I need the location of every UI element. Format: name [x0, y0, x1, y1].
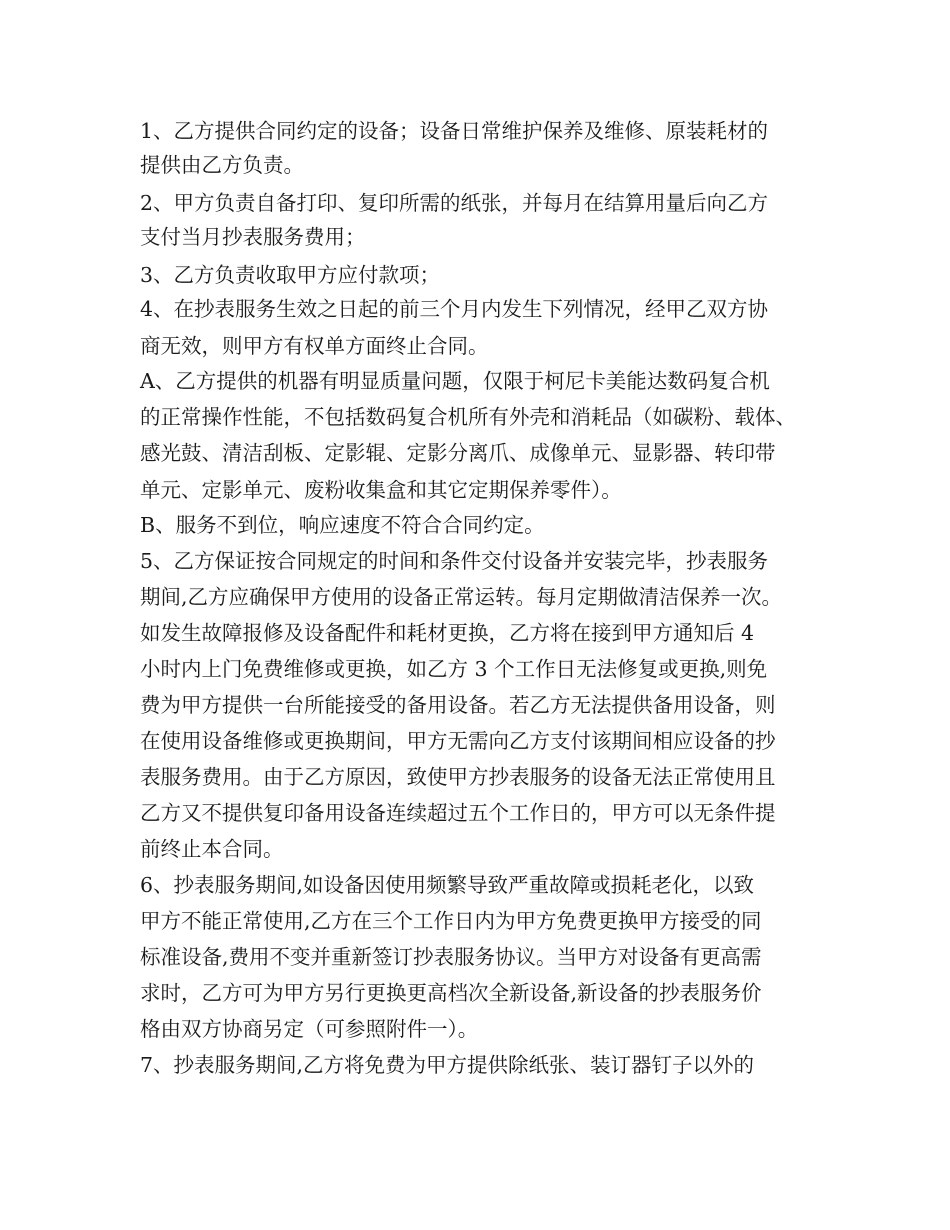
- text-line: 3、乙方负责收取甲方应付款项；: [140, 263, 441, 287]
- text-line: 求时，乙方可为甲方另行更换更高档次全新设备,新设备的抄表服务价: [140, 981, 762, 1005]
- text-line: 费为甲方提供一台所能接受的备用设备。若乙方无法提供备用设备，则: [140, 693, 776, 717]
- text-line: 单元、定影单元、废粉收集盒和其它定期保养零件）。: [140, 478, 622, 502]
- text-line: 的正常操作性能，不包括数码复合机所有外壳和消耗品（如碳粉、载体、: [140, 405, 796, 429]
- text-line: 6、抄表服务期间,如设备因使用频繁导致严重故障或损耗老化，以致: [140, 873, 755, 897]
- text-line: 甲方不能正常使用,乙方在三个工作日内为甲方免费更换甲方接受的同: [140, 909, 762, 933]
- text-line: 提供由乙方负责。: [140, 153, 304, 177]
- text-line: 7、抄表服务期间,乙方将免费为甲方提供除纸张、装订器钉子以外的: [140, 1053, 755, 1077]
- text-line: 乙方又不提供复印备用设备连续超过五个工作日的，甲方可以无条件提: [140, 801, 776, 825]
- text-line: 1、乙方提供合同约定的设备；设备日常维护保养及维修、原装耗材的: [140, 119, 769, 143]
- text-line: 如发生故障报修及设备配件和耗材更换，乙方将在接到甲方通知后 4: [140, 621, 755, 645]
- text-line: B、服务不到位，响应速度不符合合同约定。: [140, 513, 545, 537]
- text-line: 在使用设备维修或更换期间，甲方无需向乙方支付该期间相应设备的抄: [140, 729, 776, 753]
- text-line: 商无效，则甲方有权单方面终止合同。: [140, 334, 489, 358]
- text-line: 小时内上门免费维修或更换，如乙方 3 个工作日无法修复或更换,则免: [140, 657, 768, 681]
- text-line: 格由双方协商另定（可参照附件一）。: [140, 1017, 479, 1041]
- text-line: 标准设备,费用不变并重新签订抄表服务协议。当甲方对设备有更高需: [140, 945, 762, 969]
- text-line: 4、在抄表服务生效之日起的前三个月内发生下列情况，经甲乙双方协: [140, 297, 769, 321]
- text-line: A、乙方提供的机器有明显质量问题，仅限于柯尼卡美能达数码复合机: [140, 369, 770, 393]
- text-line: 2、甲方负责自备打印、复印所需的纸张，并每月在结算用量后向乙方: [140, 191, 769, 215]
- text-line: 期间,乙方应确保甲方使用的设备正常运转。每月定期做清洁保养一次。: [140, 585, 783, 609]
- text-line: 前终止本合同。: [140, 837, 284, 861]
- text-line: 感光鼓、清洁刮板、定影辊、定影分离爪、成像单元、显影器、转印带: [140, 441, 776, 465]
- text-line: 表服务费用。由于乙方原因，致使甲方抄表服务的设备无法正常使用且: [140, 765, 776, 789]
- text-line: 5、乙方保证按合同规定的时间和条件交付设备并安装完毕，抄表服务: [140, 549, 769, 573]
- text-line: 支付当月抄表服务费用；: [140, 225, 366, 249]
